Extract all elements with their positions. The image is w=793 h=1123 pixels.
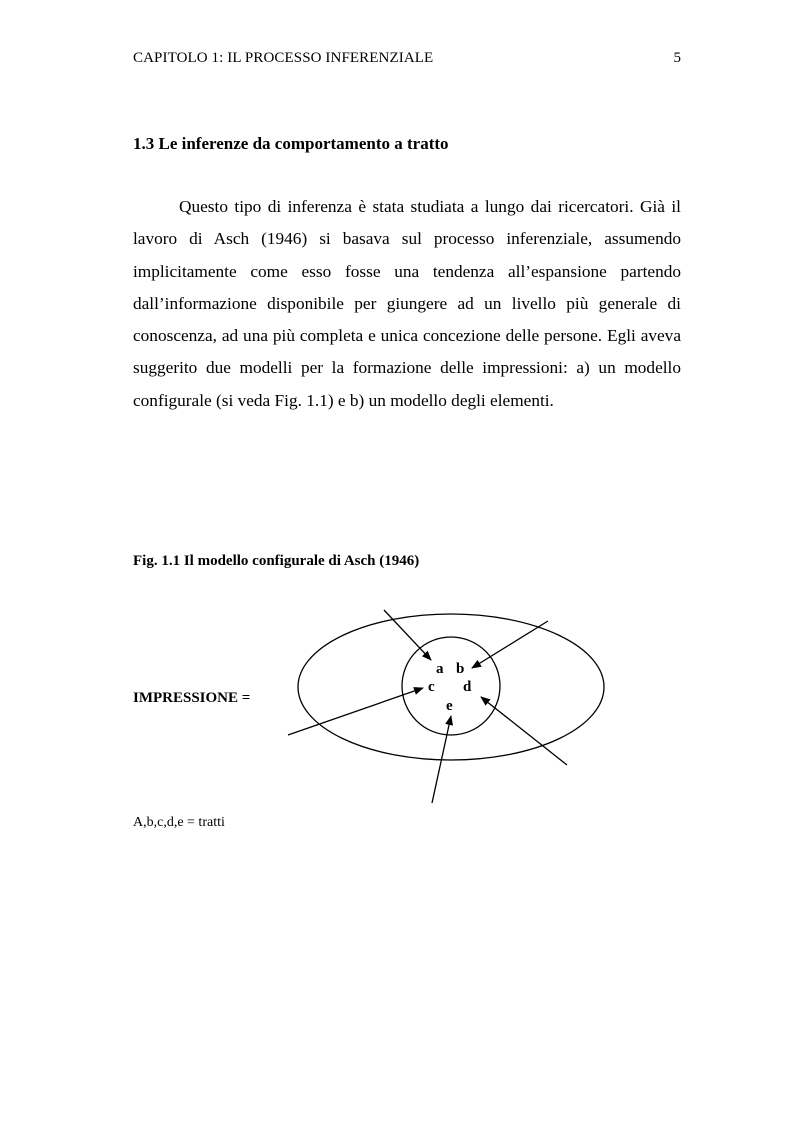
trait-a: a <box>436 661 444 677</box>
body-paragraph: Questo tipo di inferenza è stata studiata a lungo dai ricercatori. Già il lavoro di Asch (1946) si basava sul processo inferenziale, assumendo implicitamente come esso fosse una tendenza all’espansione partendo dall’informazione disponibile per giungere ad un livello più generale di conoscenza, ad una più completa e unica concezione delle persone. Egli aveva suggerito due modelli per la formazione delle impressioni: a) un modello configurale (si veda Fig. 1.1) e b) un modello degli elementi. <box>133 197 681 410</box>
page-header <box>133 48 681 68</box>
trait-d: d <box>463 679 472 695</box>
section-heading: 1.3 Le inferenze da comportamento a tratto <box>133 134 449 153</box>
page-number: 5 <box>673 50 681 66</box>
arrow-top-right <box>472 621 548 668</box>
trait-e: e <box>446 698 453 714</box>
running-title: CAPITOLO 1: IL PROCESSO INFERENZIALE <box>133 50 434 66</box>
outer-ellipse <box>298 614 604 760</box>
impression-label: IMPRESSIONE = <box>133 690 251 706</box>
figure-caption: Fig. 1.1 Il modello configurale di Asch (1946) <box>133 553 420 569</box>
arrow-bottom <box>432 716 451 803</box>
arrow-left <box>288 688 423 735</box>
arrow-bottom-right <box>481 697 567 765</box>
trait-c: c <box>428 679 435 695</box>
figure-legend: A,b,c,d,e = tratti <box>133 815 225 830</box>
inner-circle <box>402 637 500 735</box>
arrow-top-left <box>384 610 431 660</box>
trait-b: b <box>456 661 465 677</box>
